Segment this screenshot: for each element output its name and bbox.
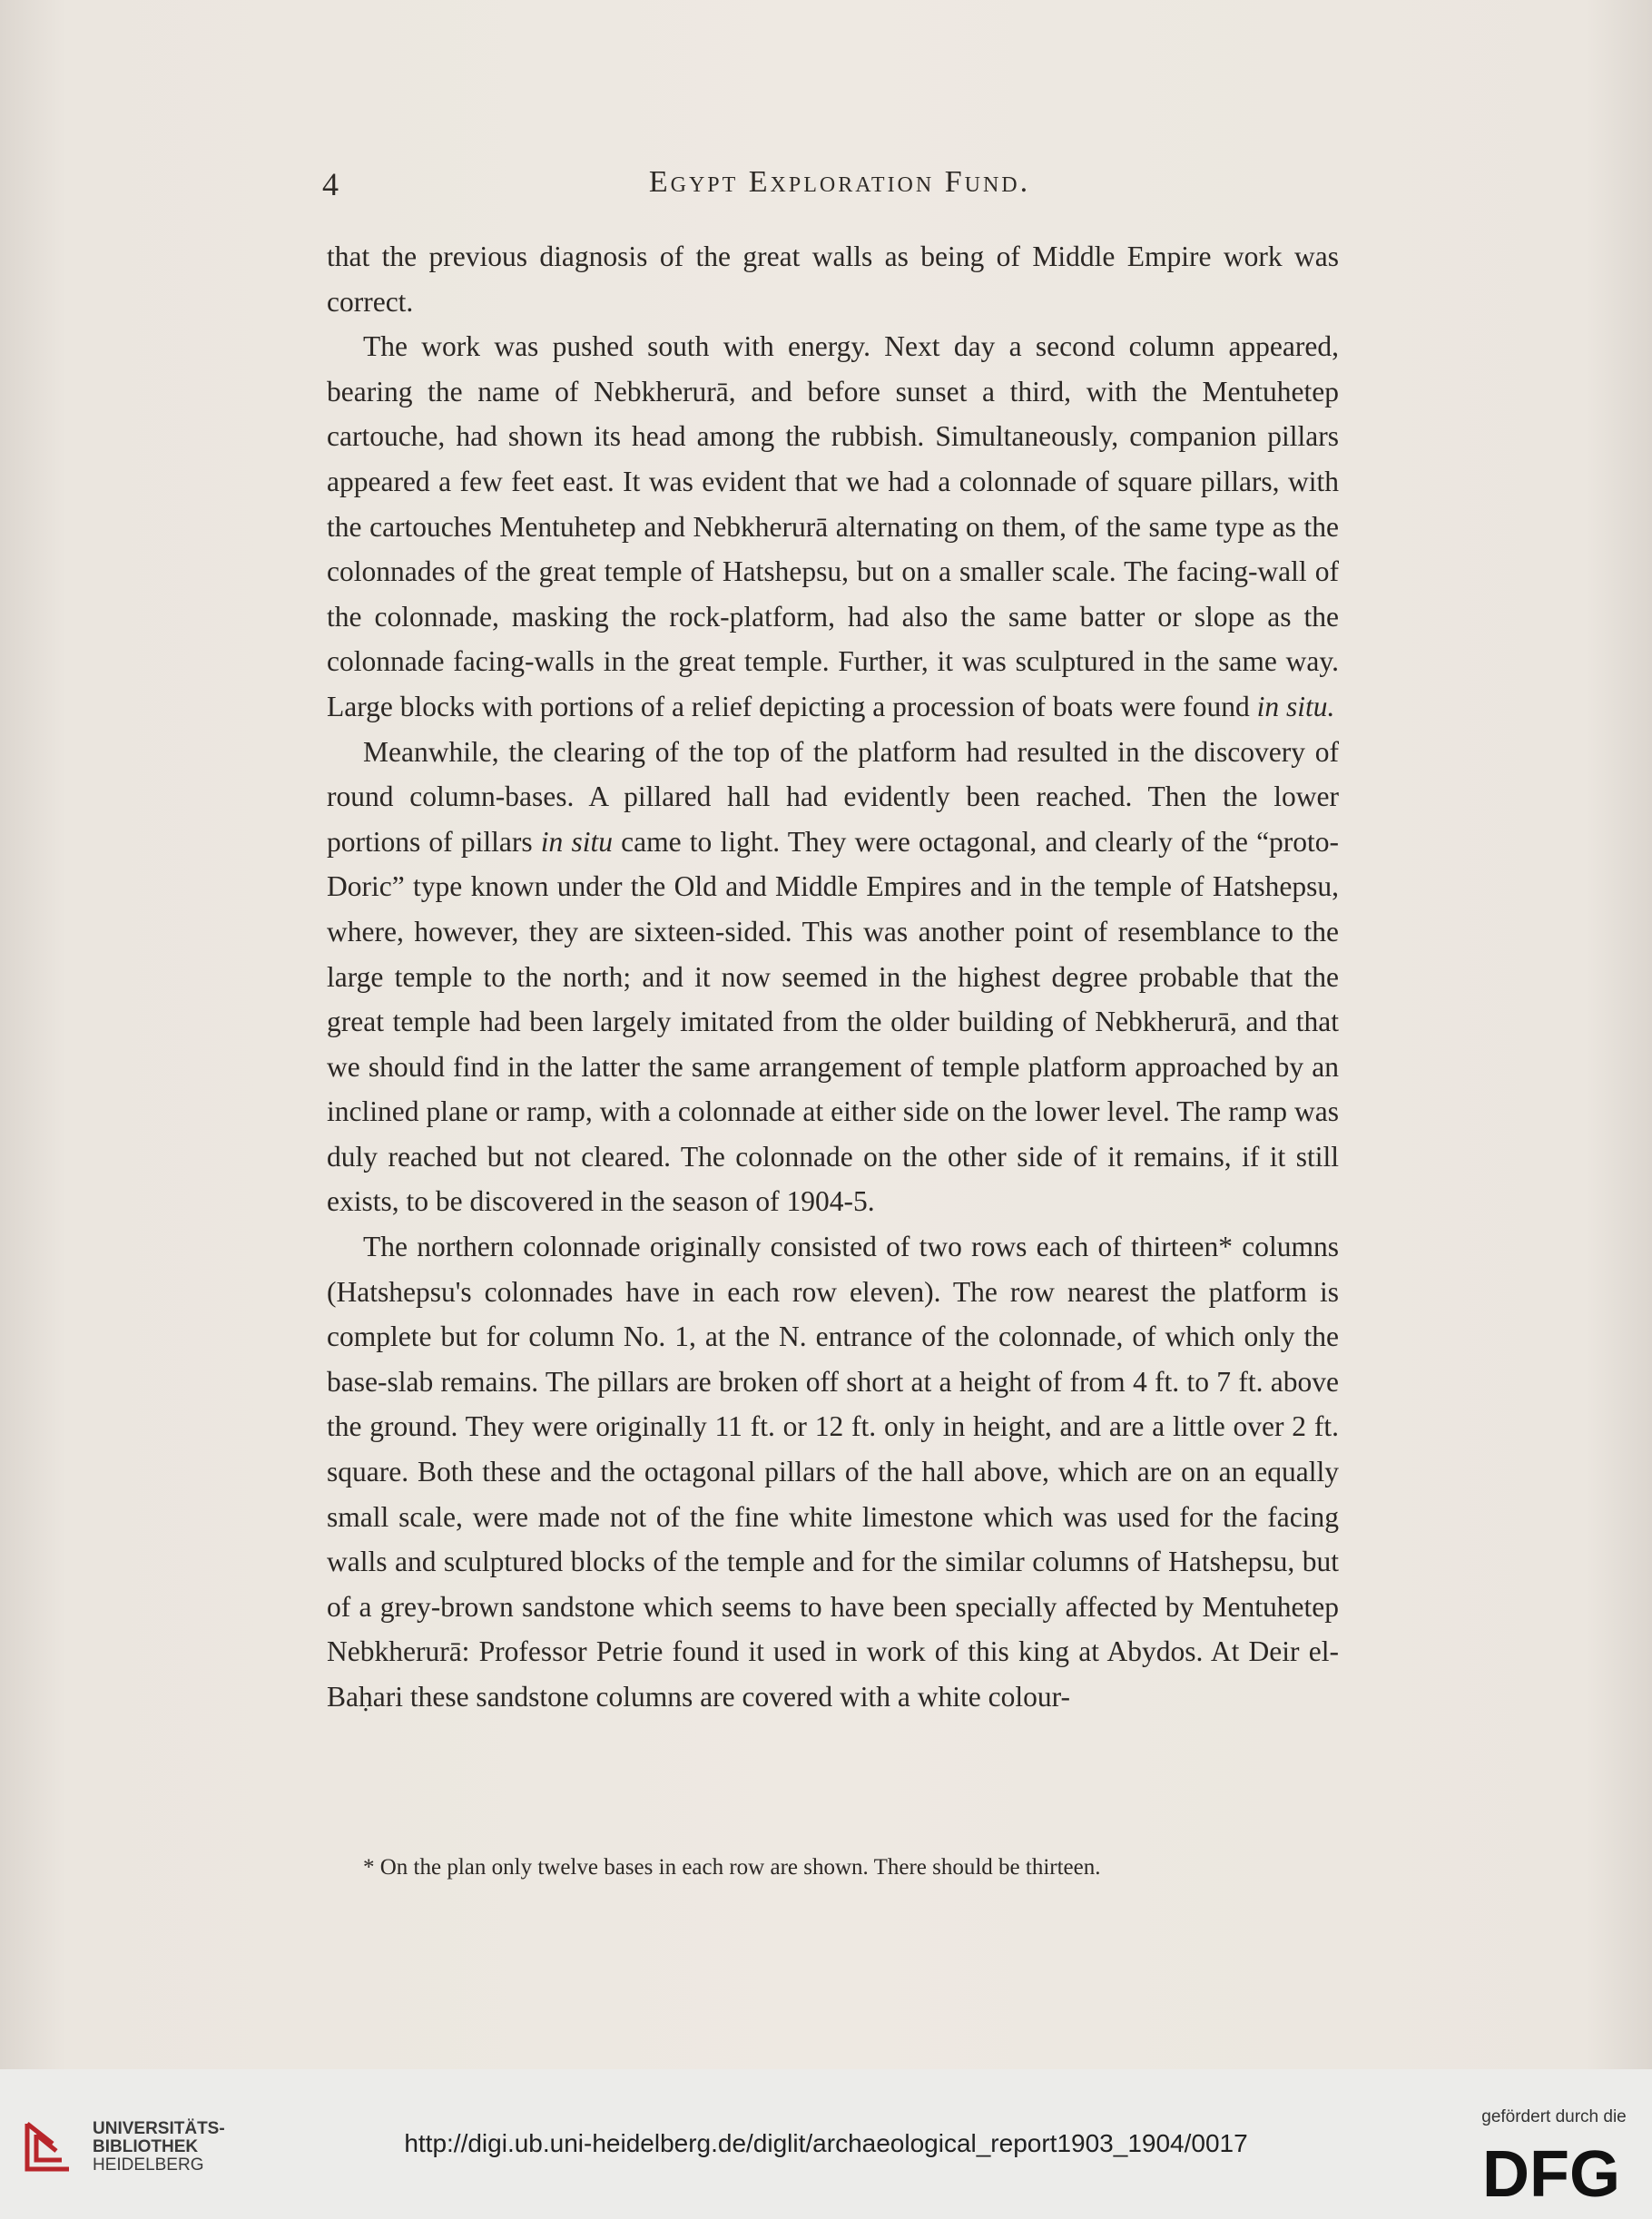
dfg-logo-text: DFG — [1482, 2138, 1620, 2209]
library-name — [93, 2120, 265, 2175]
viewer-footer — [0, 2069, 1652, 2219]
paragraph-1: that the previous diagnosis of the great walls as being of Middle Empire work was correct. — [327, 241, 1339, 318]
permalink-url[interactable]: http://digi.ub.uni-heidelberg.de/diglit/archaeological_report1903_1904/0017 — [404, 2129, 1248, 2157]
body-text — [327, 234, 1339, 1720]
dfg-logo-icon — [1474, 2133, 1628, 2209]
library-logo-icon — [16, 2116, 80, 2180]
library-name-line-1: UNIVERSITÄTS- — [93, 2119, 225, 2138]
running-title: Egypt Exploration Fund. — [648, 165, 1031, 199]
page-header — [322, 162, 1357, 216]
paragraph-3 — [327, 730, 1339, 1225]
library-name-line-2: BIBLIOTHEK — [93, 2137, 199, 2156]
paragraph-2-text: The work was pushed south with energy. Next day a second column appeared, bearing the name of Nebkherurā, and before sunset a third, with the Mentuhetep cartouche, had shown its head among the rubbish. Simultaneously, companion pillars appeared a few feet east. It was evident that we had a colonnade of square pillars, with the cartouches Mentuhetep and Nebkherurā alternating on them, of the same type as the colonnades of the great temple of Hatshepsu, but on a smaller scale. The facing-wall of the colonnade, masking the rock-platform, had also the same batter or slope as the colonnade facing-walls in the great temple. Further, it was sculptured in the same way. Large blocks with portions of a relief depicting a procession of boats were found — [327, 330, 1339, 722]
paragraph-2 — [327, 324, 1339, 729]
library-name-line-3: HEIDELBERG — [93, 2155, 204, 2175]
paragraph-3-italic: in situ — [540, 825, 613, 858]
paragraph-3-text: Meanwhile, the clearing of the top of the platform had resulted in the discovery of round column-bases. A pillared hall had evidently been reached. Then the lower portions of pillars — [327, 735, 1339, 858]
paragraph-3-rest: came to light. They were octagonal, and clearly of the “proto-Doric” type known under the Old and Middle Empires and in the temple of Hatshepsu, where, however, they are sixteen-sided. This was another point of resemblance to the large temple to the north; and it now seemed in the highest degree probable that the great temple had been largely imitated from the older building of Nebkherurā, and that we should find in the latter the same arrangement of temple platform approached by an inclined plane or ramp, with a colonnade at either side on the lower level. The ramp was duly reached but not cleared. The colonnade on the other side of it remains, if it still exists, to be discovered in the season of 1904-5. — [327, 825, 1340, 1218]
funding-caption: gefördert durch die — [1481, 2107, 1627, 2126]
footnote: * On the plan only twelve bases in each row are shown. There should be thirteen. — [363, 1855, 1101, 1880]
page-number: 4 — [322, 166, 339, 202]
paragraph-2-italic: in situ. — [1256, 690, 1335, 722]
paragraph-4: The northern colonnade originally consisted of two rows each of thirteen* columns (Hatshepsu's colonnades have in each row eleven). The row nearest the platform is complete but for column No. 1, at the N. entrance of the colonnade, of which only the base-slab remains. The pillars are broken off short at a height of from 4 ft. to 7 ft. above the ground. They were originally 11 ft. or 12 ft. only in height, and are a little over 2 ft. square. Both these and the octagonal pillars of the hall above, which are on an equally small scale, were made not of the fine white limestone which was used for the facing walls and sculptured blocks of the temple and for the similar columns of Hatshepsu, but of a grey-brown sandstone which seems to have been specially affected by Mentuhetep Nebkherurā: Professor Petrie found it used in work of this king at Abydos. At Deir el-Baḥari these sandstone columns are covered with a white colour- — [327, 1231, 1339, 1713]
